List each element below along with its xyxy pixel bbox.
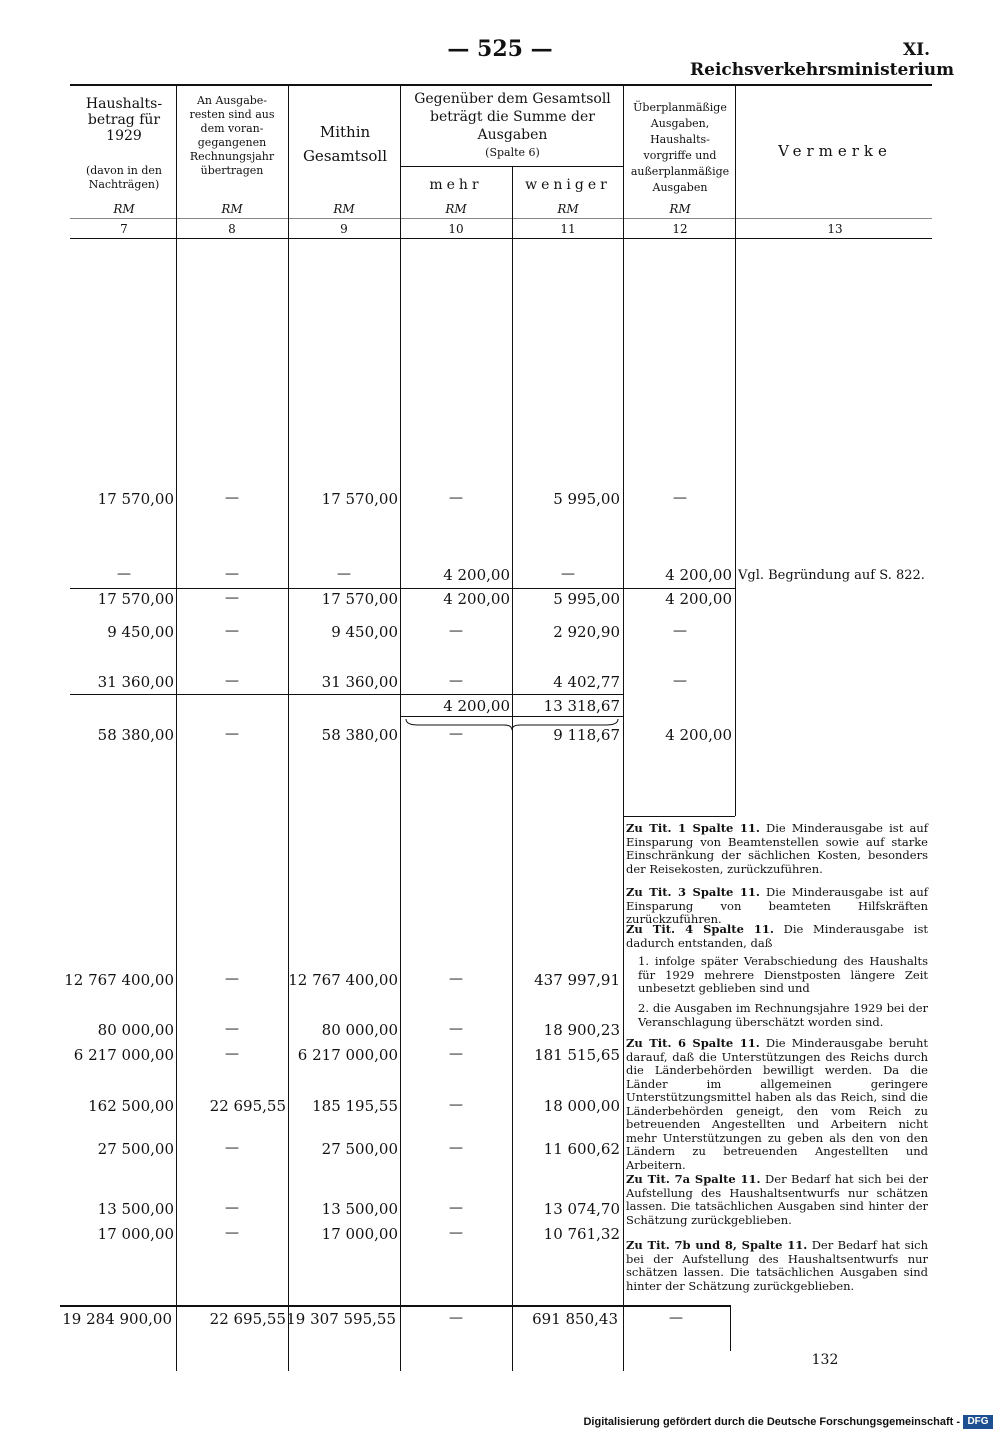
note-text: Der Bedarf hat sich bei der Aufstellung des Haushaltsentwurfs nur schätzen lassen. Die tatsächlichen Ausgaben sind hinter der Schätzung zurückgeblieben. — [626, 1172, 928, 1227]
total-c10: — — [449, 1310, 463, 1326]
digitization-credit: Digitalisierung gefördert durch die Deutsche Forschungsgemeinschaft - — [583, 1416, 960, 1428]
subtotal-rule-2 — [70, 694, 623, 695]
r10-c8: 22 695,55 — [209, 1097, 286, 1115]
r12-c9: 13 500,00 — [321, 1200, 398, 1218]
note-lead: Zu Tit. 7a Spalte 11. — [626, 1172, 761, 1186]
unit-rule — [70, 218, 932, 219]
note-text: Die Minderausgabe ist auf Einsparung von beamteten Hilfskräften zurückzuführen. — [626, 885, 928, 926]
r10-c10: — — [449, 1097, 463, 1113]
total-c8: 22 695,55 — [209, 1310, 286, 1328]
r13-c9: 17 000,00 — [321, 1225, 398, 1243]
r3-c7: 9 450,00 — [107, 623, 174, 641]
note-lead: Zu Tit. 4 Spalte 11. — [626, 922, 774, 936]
page-number: — 525 — — [447, 36, 553, 62]
total-c9: 19 307 595,55 — [286, 1310, 396, 1328]
r9-c7: 6 217 000,00 — [73, 1046, 174, 1064]
r9-c11: 181 515,65 — [534, 1046, 620, 1064]
r13-c7: 17 000,00 — [97, 1225, 174, 1243]
col7-title: Haushalts-betrag für 1929 — [85, 96, 163, 144]
r9-c10: — — [449, 1046, 463, 1062]
col12-unit: RM — [669, 202, 691, 216]
note-lead: 2. — [638, 1001, 649, 1015]
r13-c11: 10 761,32 — [543, 1225, 620, 1243]
r4-c10: — — [449, 673, 463, 689]
col8-number: 8 — [228, 222, 236, 236]
r12-c7: 13 500,00 — [97, 1200, 174, 1218]
r7-c8: — — [225, 971, 239, 987]
r2-c8: — — [225, 590, 239, 606]
r4-c11: 4 402,77 — [553, 673, 620, 691]
col7-sub: (davon in den Nachträgen) — [85, 164, 163, 191]
note-tit-7a — [626, 1173, 928, 1227]
r12-c11: 13 074,70 — [543, 1200, 620, 1218]
subtotal-rule-1 — [70, 588, 735, 589]
col12-title: Überplanmäßige Ausgaben, Haushalts-vorgriffe und außerplanmäßige Ausgaben — [630, 101, 730, 194]
note-tit-4-item-2 — [638, 1002, 928, 1029]
r1-c8: — — [225, 566, 239, 582]
r2-c9: 17 570,00 — [321, 590, 398, 608]
r6-c7: 58 380,00 — [97, 726, 174, 744]
note-tit-4 — [626, 923, 928, 950]
r8-c10: — — [449, 1021, 463, 1037]
r8-c8: — — [225, 1021, 239, 1037]
r4-c9: 31 360,00 — [321, 673, 398, 691]
col11-number: 11 — [560, 222, 576, 236]
r11-c7: 27 500,00 — [97, 1140, 174, 1158]
col13-number: 13 — [827, 222, 843, 236]
col10-unit: RM — [445, 202, 467, 216]
r11-c10: — — [449, 1140, 463, 1156]
r7-c10: — — [449, 971, 463, 987]
dfg-logo: DFG — [963, 1415, 993, 1429]
r4-c7: 31 360,00 — [97, 673, 174, 691]
r11-c9: 27 500,00 — [321, 1140, 398, 1158]
col7-number: 7 — [120, 222, 128, 236]
r12-c8: — — [225, 1200, 239, 1216]
note-text: Der Bedarf hat sich bei der Aufstellung des Haushaltsentwurfs nur schätzen lassen. Die tatsächlichen Ausgaben sind hinter der Schätzung zurückgeblieben. — [626, 1238, 929, 1293]
note-text: Die Minderausgabe beruht darauf, daß die Unterstützungen des Reichs durch die Länderbehörden bewilligt werden. Da die Länder im allgemeinen geringere Unterstützungsmittel haben als das Reich, sind die Länderbehörden geneigt, den vom Reich zu betreuenden Angestellten und Arbeitern nicht mehr Unterstützungen zu geben als den von den Ländern zu betreuenden Angestellten und Arbeitern. — [626, 1036, 928, 1172]
r1-c12: 4 200,00 — [665, 566, 732, 584]
col12-number: 12 — [672, 222, 688, 236]
r9-c9: 6 217 000,00 — [297, 1046, 398, 1064]
r10-c9: 185 195,55 — [312, 1097, 398, 1115]
r2-c12: 4 200,00 — [665, 590, 732, 608]
r5-c11: 13 318,67 — [543, 697, 620, 715]
col9-number: 9 — [340, 222, 348, 236]
note-text: Die Minderausgabe ist dadurch entstanden, daß — [626, 922, 928, 950]
r2-c11: 5 995,00 — [553, 590, 620, 608]
r1-c10: 4 200,00 — [443, 566, 510, 584]
r9-c8: — — [225, 1046, 239, 1062]
note-tit-7b-8 — [626, 1239, 928, 1293]
note-tit-1 — [626, 822, 928, 876]
col13-title: Vermerke — [778, 142, 892, 160]
note-tit-6 — [626, 1037, 928, 1172]
r11-c11: 11 600,62 — [543, 1140, 620, 1158]
r0-c12: — — [673, 490, 687, 506]
r0-c9: 17 570,00 — [321, 490, 398, 508]
col11-unit: RM — [557, 202, 579, 216]
col7-unit: RM — [113, 202, 135, 216]
r6-c11: 9 118,67 — [553, 726, 620, 744]
r4-c12: — — [673, 673, 687, 689]
r13-c8: — — [225, 1225, 239, 1241]
r1-c7: — — [117, 566, 131, 582]
col11-title: weniger — [525, 177, 611, 193]
col-divider-9-10 — [400, 86, 401, 1371]
note-lead: Zu Tit. 6 Spalte 11. — [626, 1036, 760, 1050]
r13-c10: — — [449, 1225, 463, 1241]
col9-unit: RM — [333, 202, 355, 216]
col-divider-12-13 — [735, 86, 736, 816]
col9-title: Mithin Gesamtsoll — [302, 123, 388, 165]
r1-c11: — — [561, 566, 575, 582]
table-top-rule — [70, 84, 932, 86]
r0-c8: — — [225, 490, 239, 506]
note-lead: Zu Tit. 3 Spalte 11. — [626, 885, 760, 899]
r11-c8: — — [225, 1140, 239, 1156]
r6-c12: 4 200,00 — [665, 726, 732, 744]
r3-c11: 2 920,90 — [553, 623, 620, 641]
r10-c7: 162 500,00 — [88, 1097, 174, 1115]
r8-c11: 18 900,23 — [543, 1021, 620, 1039]
note-tit-3 — [626, 886, 928, 927]
r3-c8: — — [225, 623, 239, 639]
r6-c9: 58 380,00 — [321, 726, 398, 744]
page-reference: 132 — [811, 1352, 839, 1368]
r7-c9: 12 767 400,00 — [288, 971, 398, 989]
note-text: infolge später Verabschiedung des Haushalts für 1929 mehrere Dienstposten längere Zeit unbesetzt geblieben sind und — [638, 954, 928, 995]
r0-c7: 17 570,00 — [97, 490, 174, 508]
note-text: Die Minderausgabe ist auf Einsparung von Beamtenstellen sowie auf starke Einschränkung der sächlichen Kosten, besonders der Reisekosten, zurückzuführen. — [626, 821, 928, 876]
r3-c12: — — [673, 623, 687, 639]
col8-unit: RM — [221, 202, 243, 216]
r12-c10: — — [449, 1200, 463, 1216]
total-c12: — — [669, 1310, 683, 1326]
group-sub: (Spalte 6) — [485, 146, 540, 159]
r2-c10: 4 200,00 — [443, 590, 510, 608]
r0-c10: — — [449, 490, 463, 506]
r7-c11: 437 997,91 — [534, 971, 620, 989]
note-lead: Zu Tit. 7b und 8, Spalte 11. — [626, 1238, 808, 1252]
total-rule — [60, 1305, 730, 1307]
note-lead: Zu Tit. 1 Spalte 11. — [626, 821, 760, 835]
col10-number: 10 — [448, 222, 464, 236]
r1-c13: Vgl. Begründung auf S. 822. — [738, 568, 925, 583]
col-divider-8-9 — [288, 86, 289, 1371]
r6-c10: — — [449, 726, 463, 742]
col8-title: An Ausgabe-resten sind aus dem voran-gegangenen Rechnungsjahr übertragen — [189, 94, 275, 177]
col10-title: mehr — [429, 177, 483, 193]
r1-c9: — — [337, 566, 351, 582]
r2-c7: 17 570,00 — [97, 590, 174, 608]
total-c11: 691 850,43 — [532, 1310, 618, 1328]
col-divider-12-13-lower — [730, 1305, 731, 1351]
group-title: Gegenüber dem Gesamtsoll beträgt die Summe der Ausgaben — [414, 91, 611, 143]
r3-c10: — — [449, 623, 463, 639]
r8-c7: 80 000,00 — [97, 1021, 174, 1039]
note-text: die Ausgaben im Rechnungsjahre 1929 bei der Veranschlagung überschätzt worden sind. — [638, 1001, 929, 1029]
r6-c8: — — [225, 726, 239, 742]
total-c7: 19 284 900,00 — [62, 1310, 172, 1328]
note-lead: 1. — [638, 954, 649, 968]
notes-top-rule — [623, 816, 735, 817]
r8-c9: 80 000,00 — [321, 1021, 398, 1039]
r10-c11: 18 000,00 — [543, 1097, 620, 1115]
r7-c7: 12 767 400,00 — [64, 971, 174, 989]
r5-c10: 4 200,00 — [443, 697, 510, 715]
header-bottom-rule — [70, 238, 932, 239]
r3-c9: 9 450,00 — [331, 623, 398, 641]
col-divider-10-11 — [512, 166, 513, 1371]
r4-c8: — — [225, 673, 239, 689]
col-divider-7-8 — [176, 86, 177, 1371]
note-tit-4-item-1 — [638, 955, 928, 996]
r0-c11: 5 995,00 — [553, 490, 620, 508]
section-title: XI. Reichsverkehrsministerium — [690, 40, 955, 80]
